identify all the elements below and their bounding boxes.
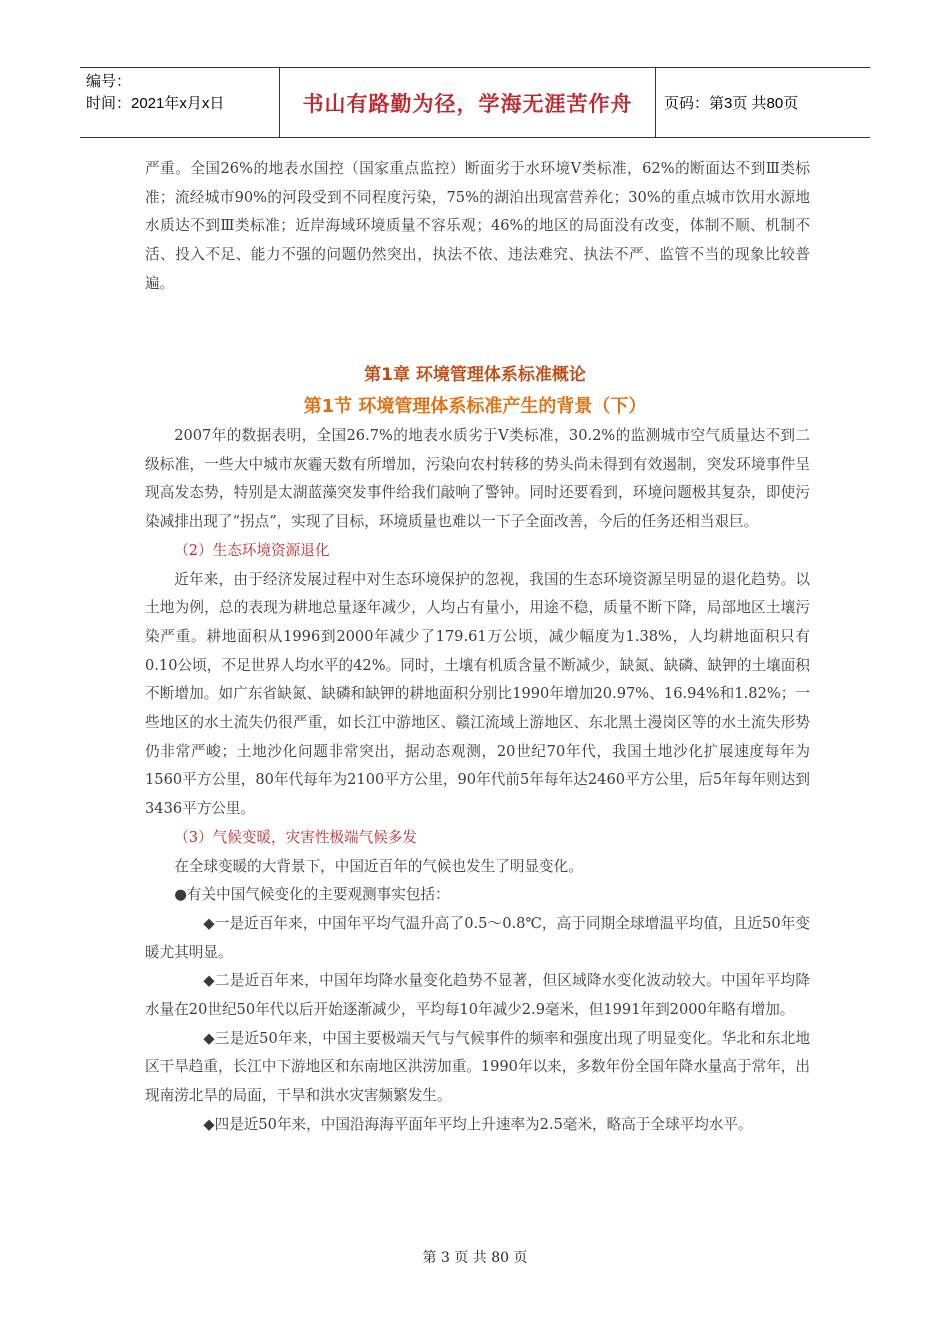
bullet-extreme-weather: ◆三是近50年来，中国主要极端天气与气候事件的频率和强度出现了明显变化。华北和东北地区干旱趋重，长江中下游地区和东南地区洪涝加重。1990年以来，多数年份全国年降水量高于常年，出现南涝北旱的局面，干旱和洪水灾害频繁发生。 — [145, 1029, 810, 1105]
subheading-ecology: （2）生态环境资源退化 — [174, 541, 330, 559]
paragraph-data-2007: 2007年的数据表明，全国26.7%的地表水质劣于V类标准，30.2%的监测城市空气质量达不到二级标准，一些大中城市灰霾天数有所增加，污染向农村转移的势头尚未得到有效遏制，突发环境事件呈现高发态势，特别是太湖蓝藻突发事件给我们敲响了警钟。同时还要看到，环境问题极其复杂，即使污染减排出现了“拐点”，实现了目标，环境质量也难以一下子全面改善，今后的任务还相当艰巨。 — [145, 427, 810, 531]
page-footer: 第 3 页 共 80 页 — [422, 1250, 528, 1266]
bullet-precipitation: ◆二是近百年来，中国年均降水量变化趋势不显著，但区域降水变化波动较大。中国年平均降水量在20世纪50年代以后开始逐渐减少，平均每10年减少2.9毫米，但1991年到2000年略有增加。 — [145, 972, 810, 1019]
header-motto: 书山有路勤为径，学海无涯苦作舟 — [280, 68, 656, 137]
bullet-temperature: ◆一是近百年来，中国年平均气温升高了0.5～0.8℃，高于同期全球增温平均值，且近50年变暖尤其明显。 — [145, 914, 810, 961]
section-title: 第1节 环境管理体系标准产生的背景（下） — [303, 396, 647, 417]
subheading-climate: （3）气候变暖，灾害性极端气候多发 — [174, 828, 417, 846]
paragraph-climate-intro: 在全球变暖的大背景下，中国近百年的气候也发生了明显变化。 — [174, 857, 583, 875]
paragraph-ecology: 近年来，由于经济发展过程中对生态环境保护的忽视，我国的生态环境资源呈明显的退化趋势。以土地为例，总的表现为耕地总量逐年减少，人均占有量小，用途不稳，质量不断下降，局部地区土壤污染严重。耕地面积从1996到2000年减少了179.61万公顷，减少幅度为1.38%，人均耕地面积只有0.10公顷，不足世界人均水平的42%。同时，土壤有机质含量不断减少，缺氮、缺磷、缺钾的土壤面积不断增加。如广东省缺氮、缺磷和缺钾的耕地面积分别比1990年增加20.97%、16.94%和1.82%；一些地区的水土流失仍很严重，如长江中游地区、赣江流域上游地区、东北黑土漫岗区等的水土流失形势仍非常严峻；土地沙化问题非常突出，据动态观测，20世纪70年代，我国土地沙化扩展速度每年为1560平方公里，80年代每年为2100平方公里，90年代前5年每年达2460平方公里，后5年每年则达到3436平方公里。 — [145, 570, 810, 818]
main-content — [145, 422, 810, 1140]
page-header — [80, 67, 870, 138]
header-meta — [80, 68, 280, 137]
bullet-observations: ●有关中国气候变化的主要观测事实包括： — [174, 886, 450, 904]
header-page-info: 页码：第3页 共80页 — [664, 95, 799, 112]
bullet-sea-level: ◆四是近50年来，中国沿海海平面年平均上升速率为2.5毫米，略高于全球平均水平。 — [203, 1115, 753, 1133]
chapter-title: 第1章 环境管理体系标准概论 — [364, 365, 586, 385]
intro-section — [145, 155, 810, 299]
document-number-label: 编号： — [86, 73, 132, 90]
document-date-label: 时间：2021年x月x日 — [86, 95, 225, 112]
intro-paragraph: 严重。全国26%的地表水国控（国家重点监控）断面劣于水环境V类标准，62%的断面达不到Ⅲ类标准；流经城市90%的河段受到不同程度污染，75%的湖泊出现富营养化；30%的重点城市饮用水源地水质达不到Ⅲ类标准；近岸海域环境质量不容乐观；46%的地区的局面没有改变，体制不顺、机制不活、投入不足、能力不强的问题仍然突出，执法不依、违法难究、执法不严、监管不当的现象比较普遍。 — [145, 160, 810, 292]
